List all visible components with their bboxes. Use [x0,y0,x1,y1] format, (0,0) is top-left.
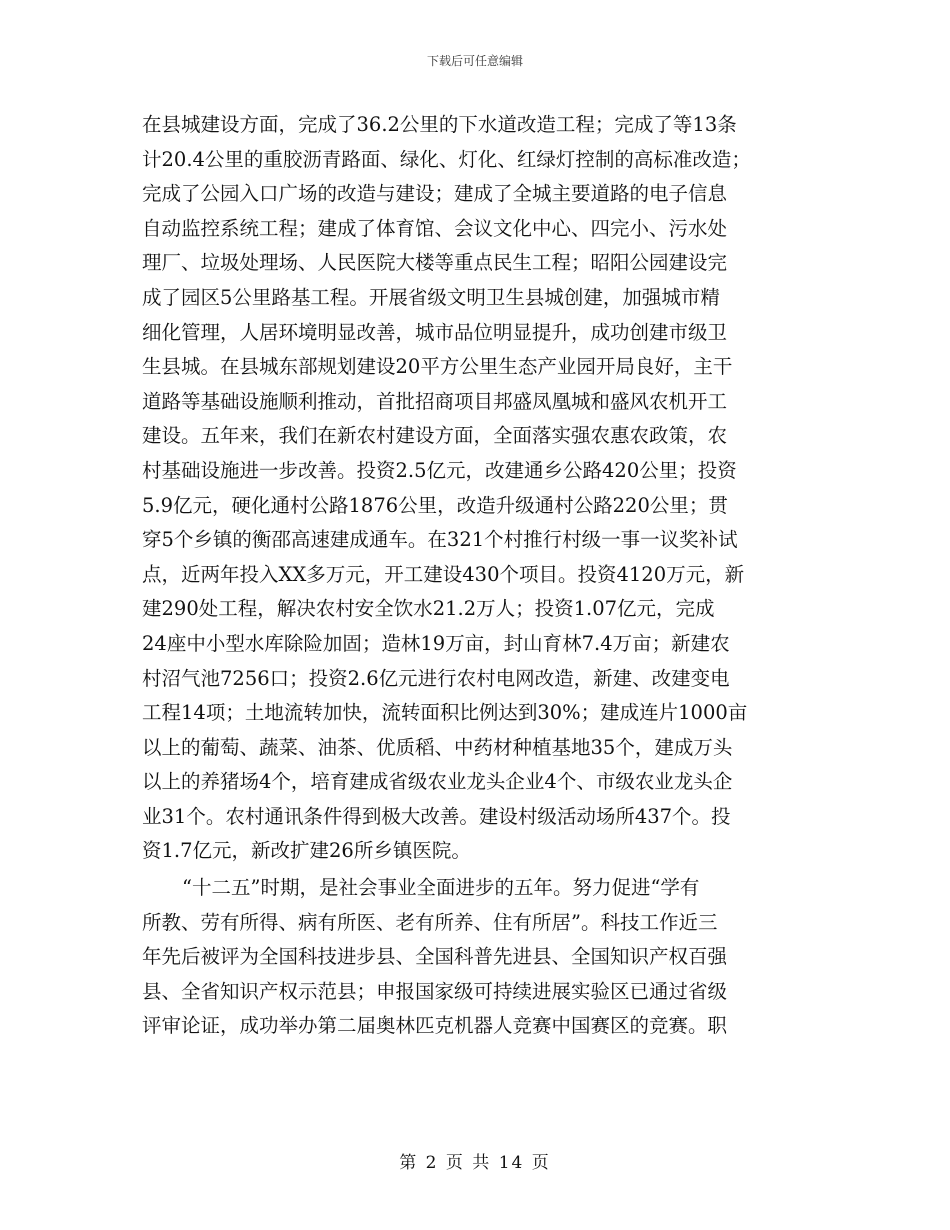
text-line: 所教、劳有所得、病有所医、老有所养、住有所居”。科技工作近三 [142,910,718,934]
text-line: 生县城。在县城东部规划建设20平方公里生态产业园开局良好，主干 [142,355,733,379]
text-line: 细化管理，人居环境明显改善，城市品位明显提升，成功创建市级卫 [142,320,728,344]
text-line: 年先后被评为全国科技进步县、全国科普先进县、全国知识产权百强 [142,945,728,969]
paragraph-2 [142,871,812,1044]
text-line: 完成了公园入口广场的改造与建设；建成了全城主要道路的电子信息 [142,182,728,206]
text-line: 点，近两年投入XX多万元，开工建设430个项目。投资4120万元，新 [142,562,745,586]
text-line: “十二五”时期，是社会事业全面进步的五年。努力促进“学有 [182,876,700,900]
text-line: 建设。五年来，我们在新农村建设方面，全面落实强农惠农政策，农 [142,424,728,448]
text-line: 以上的葡萄、蔬菜、油茶、优质稻、中药材种植基地35个，建成万头 [142,735,733,759]
text-line: 村沼气池7256口；投资2.6亿元进行农村电网改造，新建、改建变电 [142,666,730,690]
text-line: 评审论证，成功举办第二届奥林匹克机器人竞赛中国赛区的竞赛。职 [142,1014,728,1038]
paragraph-1 [142,108,812,869]
document-body [142,108,812,1044]
text-line: 自动监控系统工程；建成了体育馆、会议文化中心、四完小、污水处 [142,216,728,240]
text-line: 建290处工程，解决农村安全饮水21.2万人；投资1.07亿元，完成 [142,597,715,621]
text-line: 24座中小型水库除险加固；造林19万亩，封山育林7.4万亩；新建农 [142,631,730,655]
text-line: 工程14项；土地流转加快，流转面积比例达到30%；建成连片1000亩 [142,701,748,725]
text-line: 村基础设施进一步改善。投资2.5亿元，改建通乡公路420公里；投资 [142,458,737,482]
text-line: 理厂、垃圾处理场、人民医院大楼等重点民生工程；昭阳公园建设完 [142,251,728,275]
text-line: 穿5个乡镇的衡邵高速建成通车。在321个村推行村级一事一议奖补试 [142,528,738,552]
text-line: 计20.4公里的重胶沥青路面、绿化、灯化、红绿灯控制的高标准改造； [142,147,751,171]
text-line: 道路等基础设施顺利推动，首批招商项目邦盛凤凰城和盛风农机开工 [142,389,728,413]
text-line: 以上的养猪场4个，培育建成省级农业龙头企业4个、市级农业龙头企 [142,770,733,794]
text-line: 业31个。农村通讯条件得到极大改善。建设村级活动场所437个。投 [142,804,731,828]
text-line: 成了园区5公里路基工程。开展省级文明卫生县城创建，加强城市精 [142,285,720,309]
text-line: 县、全省知识产权示范县；申报国家级可持续进展实验区已通过省级 [142,979,728,1003]
text-line: 在县城建设方面，完成了36.2公里的下水道改造工程；完成了等13条 [142,113,737,136]
page-number-footer: 第 2 页 共 14 页 [399,1153,551,1173]
text-line: 5.9亿元，硬化通村公路1876公里，改造升级通村公路220公里；贯 [142,493,728,517]
text-line: 资1.7亿元，新改扩建26所乡镇医院。 [142,839,471,863]
page-header-note: 下载后可任意编辑 [426,54,523,68]
